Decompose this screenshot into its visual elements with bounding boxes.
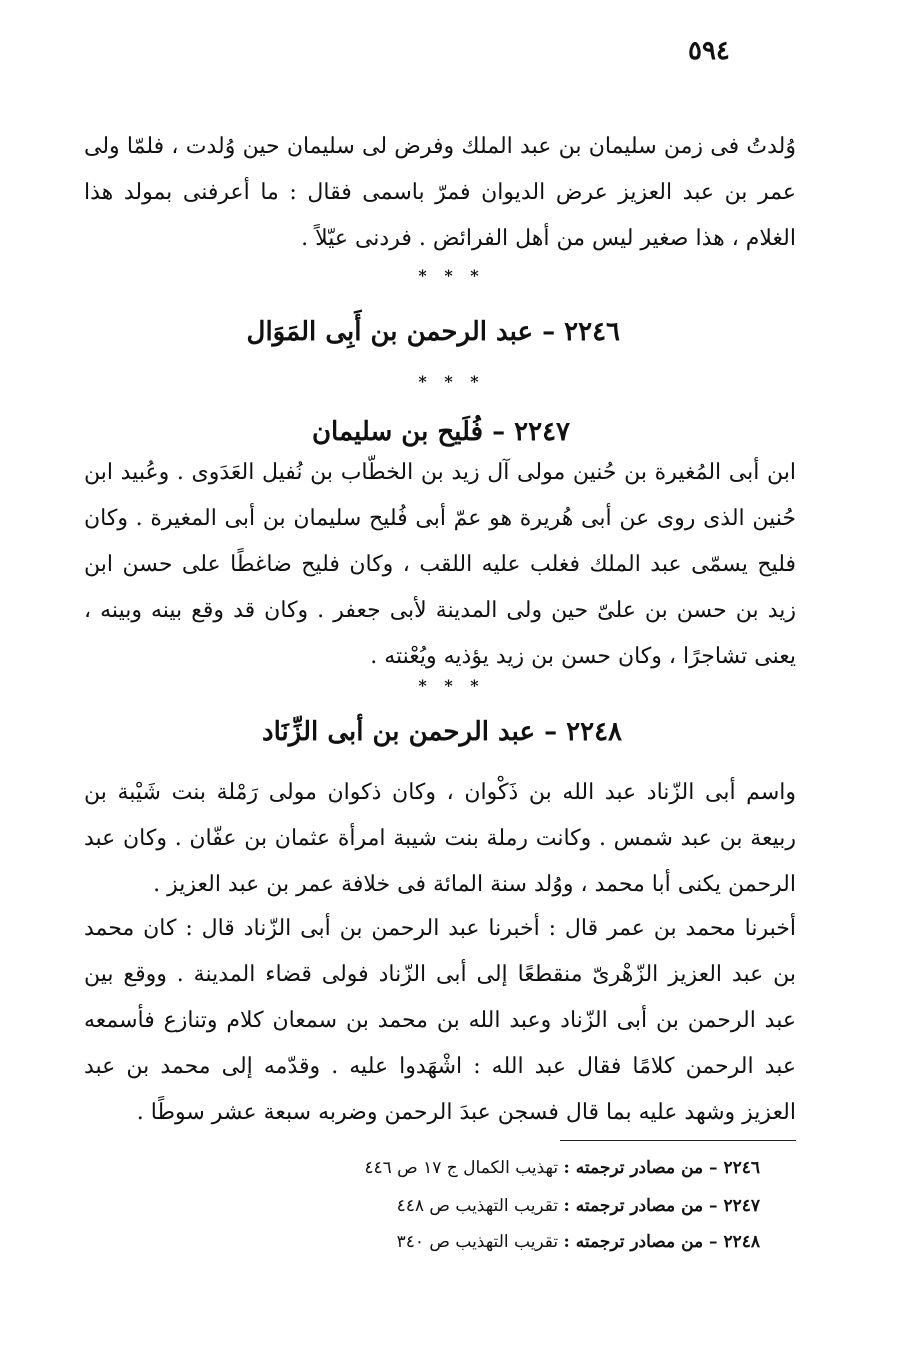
- entry-2248-paragraph-1: واسم أبى الزّناد عبد الله بن ذَكْوان ، وكان ذكوان مولى رَمْلة بنت شَيْبة بن ربيعة بن عبد شمس . وكانت رملة بنت شيبة امرأة عثمان بن عفّان . وكان عبد الرحمن يكنى أبا محمد ، ووُلد سنة المائة فى خلافة عمر بن عبد العزيز .: [84, 780, 796, 897]
- footnote-2246: [300, 1154, 760, 1182]
- separator-2: * * *: [418, 372, 485, 391]
- separator-3: * * *: [418, 676, 485, 695]
- entry-heading-2247: ٢٢٤٧ – فُلَيح بن سليمان: [311, 417, 570, 447]
- entry-2247-paragraph: ابن أبى المُغيرة بن حُنين مولى آل زيد بن الخطّاب بن نُفيل العَدَوى . وعُبيد ابن حُنين الذى روى عن أبى هُريرة هو عمّ أبى فُليح سليمان بن أبى المغيرة . وكان فليح يسمّى عبد الملك فغلب عليه اللقب ، وكان فليح ضاغطًا على حسن ابن زيد بن حسن بن علىّ حين ولى المدينة لأبى جعفر . وكان قد وقع بينه وبينه ، يعنى تشاجرًا ، وكان حسن بن زيد يؤذيه ويُعْنته .: [84, 460, 796, 669]
- footnote-label: ٢٢٤٨ – من مصادر ترجمته :: [563, 1232, 760, 1252]
- page-number: ٥٩٤: [688, 36, 730, 66]
- intro-paragraph: وُلدتُ فى زمن سليمان بن عبد الملك وفرض لى سليمان حين وُلدت ، فلمّا ولى عمر بن عبد العزيز عرض الديوان فمرّ باسمى فقال : ما أعرفنى بمولد هذا الغلام ، هذا صغير ليس من أهل الفرائض . فردنى عيّلاً .: [84, 134, 796, 251]
- footnote-2248: [300, 1228, 760, 1256]
- footnote-2247: [300, 1192, 760, 1220]
- entry-heading-2246: ٢٢٤٦ – عبد الرحمن بن أَبِى المَوَال: [246, 317, 620, 347]
- entry-2248-paragraph-2: أخبرنا محمد بن عمر قال : أخبرنا عبد الرحمن بن أبى الزّناد قال : كان محمد بن عبد العزيز الزّهْرىّ منقطعًا إلى أبى الزّناد فولى قضاء المدينة . ووقع بين عبد الرحمن بن أبى الزّناد وعبد الله بن محمد بن سمعان كلام وتنازع فأسمعه عبد الرحمن كلامًا فقال عبد الله : اشْهَدوا عليه . وقدّمه إلى محمد بن عبد العزيز وشهد عليه بما قال فسجن عبدَ الرحمن وضربه سبعة عشر سوطًا .: [84, 916, 796, 1125]
- footnote-divider: [560, 1140, 796, 1141]
- footnote-label: ٢٢٤٦ – من مصادر ترجمته :: [563, 1158, 760, 1178]
- entry-heading-2248: ٢٢٤٨ – عبد الرحمن بن أبى الزِّنَاد: [262, 717, 622, 747]
- footnote-label: ٢٢٤٧ – من مصادر ترجمته :: [563, 1196, 760, 1216]
- footnote-text: تقريب التهذيب ص ٣٤٠: [396, 1232, 559, 1252]
- footnote-text: تقريب التهذيب ص ٤٤٨: [396, 1196, 559, 1216]
- footnote-text: تهذيب الكمال ج ١٧ ص ٤٤٦: [364, 1158, 559, 1178]
- separator-1: * * *: [418, 266, 485, 285]
